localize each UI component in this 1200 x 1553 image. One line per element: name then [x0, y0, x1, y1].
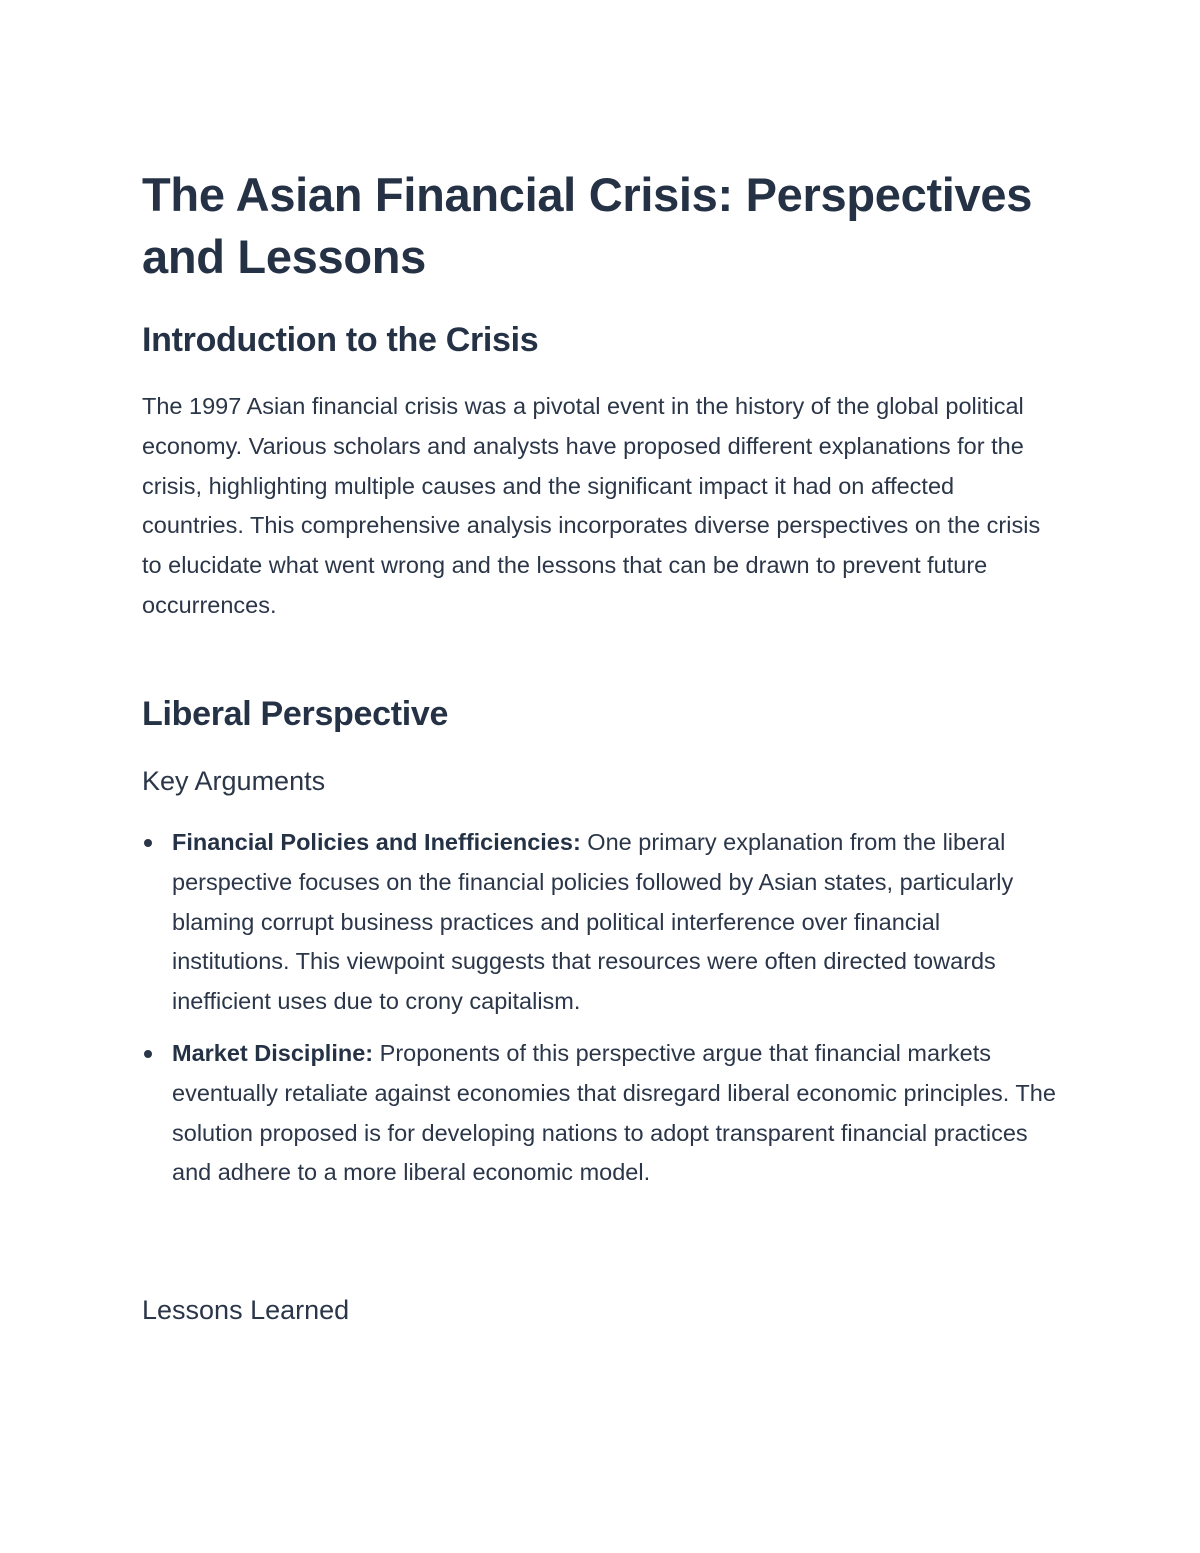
section-heading-introduction: Introduction to the Crisis — [142, 321, 539, 359]
list-item — [142, 823, 1062, 1022]
bullet-term: Market Discipline: — [172, 1039, 374, 1066]
bullet-term: Financial Policies and Inefficiencies: — [172, 829, 581, 855]
bullet-text: One primary explanation from the liberal perspective focuses on the financial policies followed by Asian states, particularly blaming corrupt business practices and political interference over financial institutions. This viewpoint suggests that resources were often directed towards inefficient uses due to crony capitalism. — [172, 829, 1014, 1015]
bullet-icon — [144, 1050, 152, 1058]
bullet-text: Proponents of this perspective argue that financial markets eventually retaliate against economies that disregard liberal economic principles. The solution proposed is for developing nations to adopt transparent financial practices and adhere to a more liberal economic model. — [172, 1039, 1056, 1186]
key-arguments-list — [142, 823, 1062, 1193]
bullet-icon — [144, 839, 152, 847]
subheading-lessons-learned: Lessons Learned — [142, 1295, 350, 1325]
list-item — [142, 1034, 1062, 1193]
section-heading-liberal-perspective: Liberal Perspective — [142, 695, 449, 733]
document-title: The Asian Financial Crisis: Perspectives and Lessons — [142, 168, 1033, 283]
subheading-key-arguments: Key Arguments — [142, 766, 326, 796]
introduction-paragraph: The 1997 Asian financial crisis was a pivotal event in the history of the global political economy. Various scholars and analysts have proposed different explanations for the crisis, highlighting multiple causes and the significant impact it had on affected countries. This comprehensive analysis incorporates diverse perspectives on the crisis to elucidate what went wrong and the lessons that can be drawn to prevent future occurrences. — [142, 393, 1041, 618]
